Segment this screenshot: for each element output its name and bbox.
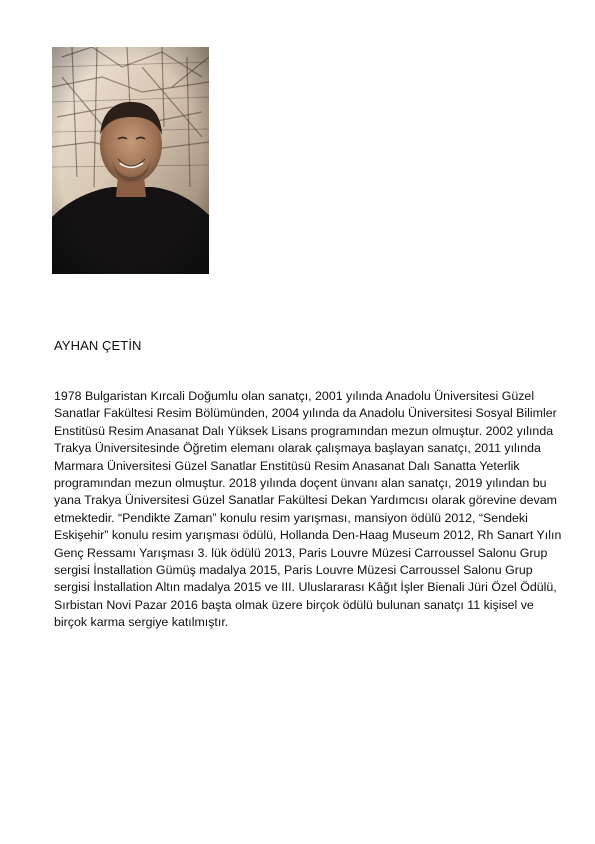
artist-portrait-photo <box>52 47 209 274</box>
artist-biography-paragraph: 1978 Bulgaristan Kırcali Doğumlu olan sanatçı, 2001 yılında Anadolu Üniversitesi Güzel Sanatlar Fakültesi Resim Bölümünden, 2004 yılında da Anadolu Üniversitesi Sosyal Bilimler Enstitüsü Resim Anasanat Dalı Yüksek Lisans programından mezun olmuştur. 2002 yılında Trakya Üniversitesinde Öğretim elemanı olarak çalışmaya başlayan sanatçı, 2011 yılında Marmara Üniversitesi Güzel Sanatlar Enstitüsü Resim Anasanat Dalı Sanatta Yeterlik programından mezun olmuştur. 2018 yılında doçent ünvanı alan sanatçı, 2019 yılından bu yana Trakya Üniversitesi Güzel Sanatlar Fakültesi Dekan Yardımcısı olarak görevine devam etmektedir. “Pendikte Zaman” konulu resim yarışması, mansiyon ödülü 2012, “Sendeki Eskişehir” konulu resim yarışması ödülü, Hollanda Den-Haag Museum 2012, Rh Sanart Yılın Genç Ressamı Yarışması 3. lük ödülü 2013, Paris Louvre Müzesi Carroussel Salonu Grup sergisi İnstallation Gümüş madalya 2015, Paris Louvre Müzesi Carroussel Salonu Grup sergisi İnstallation Altın madalya 2015 ve III. Uluslararası Kâğıt İşler Bienali Jüri Özel Ödülü, Sırbistan Novi Pazar 2016 başta olmak üzere birçok ödülü bulunan sanatçı 11 kişisel ve birçok karma sergiye katılmıştır. <box>54 389 562 630</box>
artist-name-heading: AYHAN ÇETİN <box>54 338 142 353</box>
